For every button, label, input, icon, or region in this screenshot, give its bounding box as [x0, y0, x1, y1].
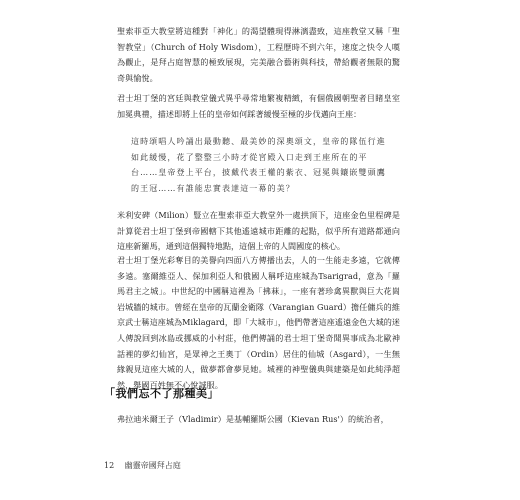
body-paragraph: 聖索菲亞大教堂將這種對「神化」的渴望體現得淋漓盡致，這座教堂又稱「聖智教堂」（Church of Holy Wisdom），工程歷時不到六年，速度之快令人嘆為觀止，是拜占庭智慧的極致展現，完美融合藝術與科技，帶給觀者無限的驚奇與愉悅。 [117, 26, 400, 83]
page-number: 12 [104, 461, 115, 470]
block-quote: 這時頌唱人吟誦出最動聽、最美妙的深奧頌文，皇帝的隊伍行進如此緩慢，花了整整三小時才從宮殿入口走到王座所在的平台……皇帝登上平台，披戴代表王權的紫衣、冠冕與鑲嵌雙頭鷹的王冠……有誰能忠實表達這一幕的美？ [131, 137, 386, 193]
page-footer [104, 460, 181, 471]
running-title: 幽靈帝國拜占庭 [124, 461, 181, 470]
body-paragraph: 君士坦丁堡光彩奪目的美譽向四面八方傳播出去，人的一生能走多遠，它就傳多遠。塞爾維亞人、保加利亞人和俄國人稱呼這座城為Tsarigrad，意為「羅馬君主之城」。中世紀的中國稱這裡為「拂菻」，一座有著珍禽異獸與巨大花崗岩城牆的城市。曾經在皇帝的瓦蘭金衛隊（Varangian Guard）擔任傭兵的維京武士稱這座城為Miklagard，即「大城市」，他們帶著這座遙遠金色大城的迷人傳說回到冰島或挪威的小村莊，他們傳誦的君士坦丁堡奇聞異事成為北歐神話裡的夢幻仙宮，是眾神之王奧丁（Ordin）居住的仙城（Asgard），一生無緣親見這座大城的人，做夢都會夢見她。城裡的神聖儀典與建築是如此純淨超然，舉國百姓無不心悅誠服。 [117, 255, 400, 390]
body-paragraph: 米利安碑（Milion）豎立在聖索菲亞大教堂外一處拱頂下，這座金色里程碑是計算從君士坦丁堡到帝國轄下其他遙遠城市距離的起點，似乎所有道路都通向這座新羅馬，通到這個獨特地點，這個上帝的人間國度的核心。 [117, 210, 400, 252]
section-heading: 「我們忘不了那種美」 [104, 387, 219, 400]
body-paragraph: 君士坦丁堡的宮廷與教堂儀式異乎尋常地繁複精緻，有個俄國朝聖者目睹皇室加冕典禮，描述即將上任的皇帝如何踩著緩慢至極的步伐邁向王座： [117, 93, 400, 119]
body-paragraph: 弗拉迪米爾王子（Vladimir）是基輔羅斯公國（Kievan Rus'）的統治者， [117, 414, 389, 424]
